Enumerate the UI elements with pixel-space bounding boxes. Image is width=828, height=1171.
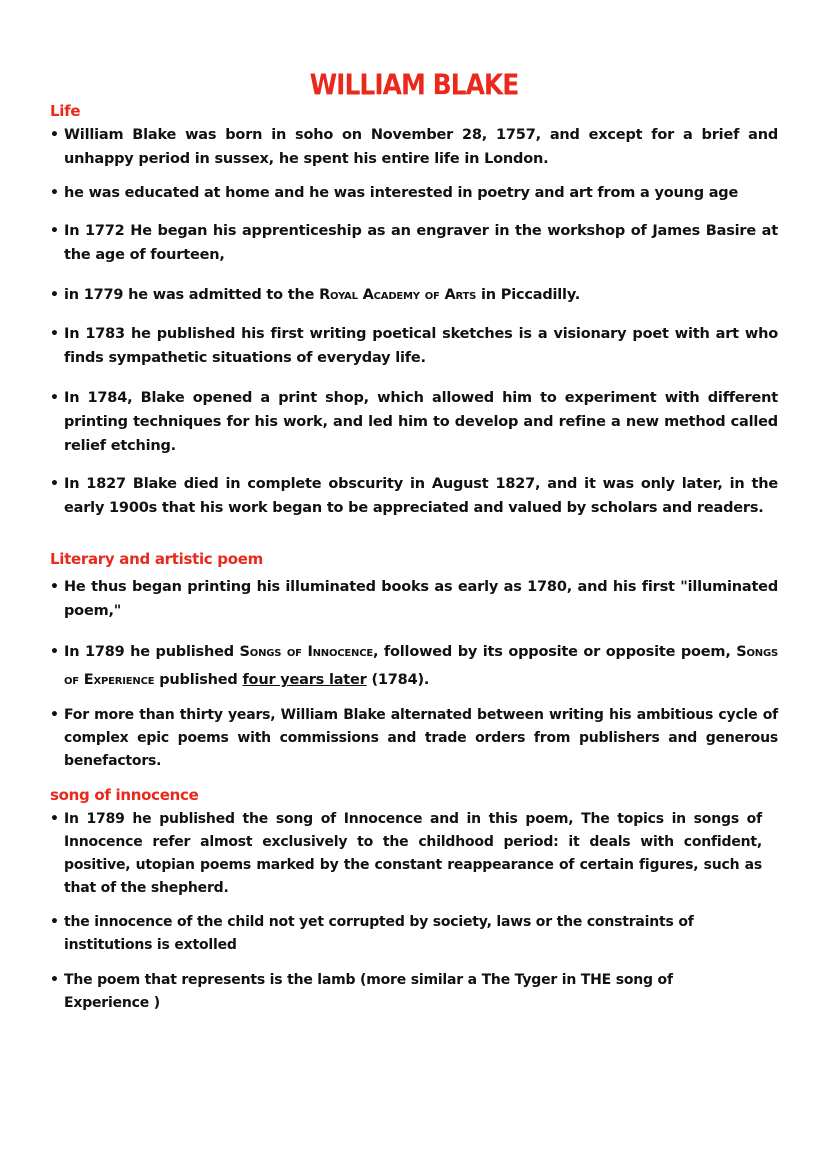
bullet-icon: • bbox=[50, 223, 59, 239]
list-item bbox=[50, 808, 762, 900]
list-item-text: William Blake was born in soho on November 28, 1757, and except for a brief and unhappy period in sussex, he spent his entire life in London. bbox=[64, 127, 778, 167]
bullet-icon: • bbox=[50, 972, 59, 988]
bullet-icon: • bbox=[50, 185, 59, 201]
section-heading-song-of-innocence: song of innocence bbox=[50, 786, 199, 804]
list-item-text: In 1783 he published his first writing poetical sketches is a visionary poet with art who finds sympathetic situations of everyday life. bbox=[64, 326, 778, 366]
list-item-text: In 1827 Blake died in complete obscurity in August 1827, and it was only later, in the early 1900s that his work began to be appreciated and valued by scholars and readers. bbox=[64, 476, 778, 516]
bullet-icon: • bbox=[50, 914, 59, 930]
list-item-text: In 1772 He began his apprenticeship as an engraver in the workshop of James Basire at the age of fourteen, bbox=[64, 223, 778, 263]
bullet-icon: • bbox=[50, 707, 59, 723]
list-item-text: In 1789 he published the song of Innocence and in this poem, The topics in songs of Innocence refer almost exclusively to the childhood period: it deals with confident, positive, utopian poems marked by the constant reappearance of certain figures, such as that of the shepherd. bbox=[64, 811, 762, 896]
bullet-icon: • bbox=[50, 127, 59, 143]
list-item-text: The poem that represents is the lamb (more similar a The Tyger in THE song of Experience ) bbox=[64, 972, 673, 1011]
bullet-icon: • bbox=[50, 579, 59, 595]
section-heading-life: Life bbox=[50, 102, 81, 120]
list-item-text: In 1789 he published Songs of Innocence, followed by its opposite or opposite poem, Songs of Experience published four years later (1784). bbox=[64, 644, 778, 688]
list-item bbox=[50, 181, 778, 205]
list-item bbox=[50, 386, 778, 458]
section-heading-literary: Literary and artistic poem bbox=[50, 550, 263, 568]
list-item bbox=[50, 322, 778, 370]
list-item bbox=[50, 575, 778, 623]
bullet-icon: • bbox=[50, 811, 59, 827]
list-item bbox=[50, 219, 778, 267]
list-item-text: the innocence of the child not yet corrupted by society, laws or the constraints of institutions is extolled bbox=[64, 914, 694, 953]
list-item-text: he was educated at home and he was interested in poetry and art from a young age bbox=[64, 185, 739, 201]
list-item bbox=[50, 123, 778, 171]
bullet-icon: • bbox=[50, 326, 59, 342]
page-title: WILLIAM BLAKE bbox=[309, 67, 519, 102]
bullet-icon: • bbox=[50, 476, 59, 492]
list-item-text: He thus began printing his illuminated books as early as 1780, and his first "illuminated poem," bbox=[64, 579, 778, 619]
list-item-text: in 1779 he was admitted to the Royal Academy of Arts in Piccadilly. bbox=[64, 287, 581, 303]
list-item bbox=[50, 969, 762, 1015]
bullet-icon: • bbox=[50, 287, 59, 303]
list-item bbox=[50, 283, 778, 307]
bullet-icon: • bbox=[50, 390, 59, 406]
list-item-text: In 1784, Blake opened a print shop, which allowed him to experiment with different printing techniques for his work, and led him to develop and refine a new method called relief etching. bbox=[64, 390, 778, 454]
list-item bbox=[50, 911, 762, 957]
list-item bbox=[50, 638, 778, 694]
bullet-icon: • bbox=[50, 644, 59, 660]
list-item-text: For more than thirty years, William Blake alternated between writing his ambitious cycle of complex epic poems with commissions and trade orders from publishers and generous benefactors. bbox=[64, 707, 778, 769]
list-item bbox=[50, 704, 778, 773]
list-item bbox=[50, 472, 778, 520]
